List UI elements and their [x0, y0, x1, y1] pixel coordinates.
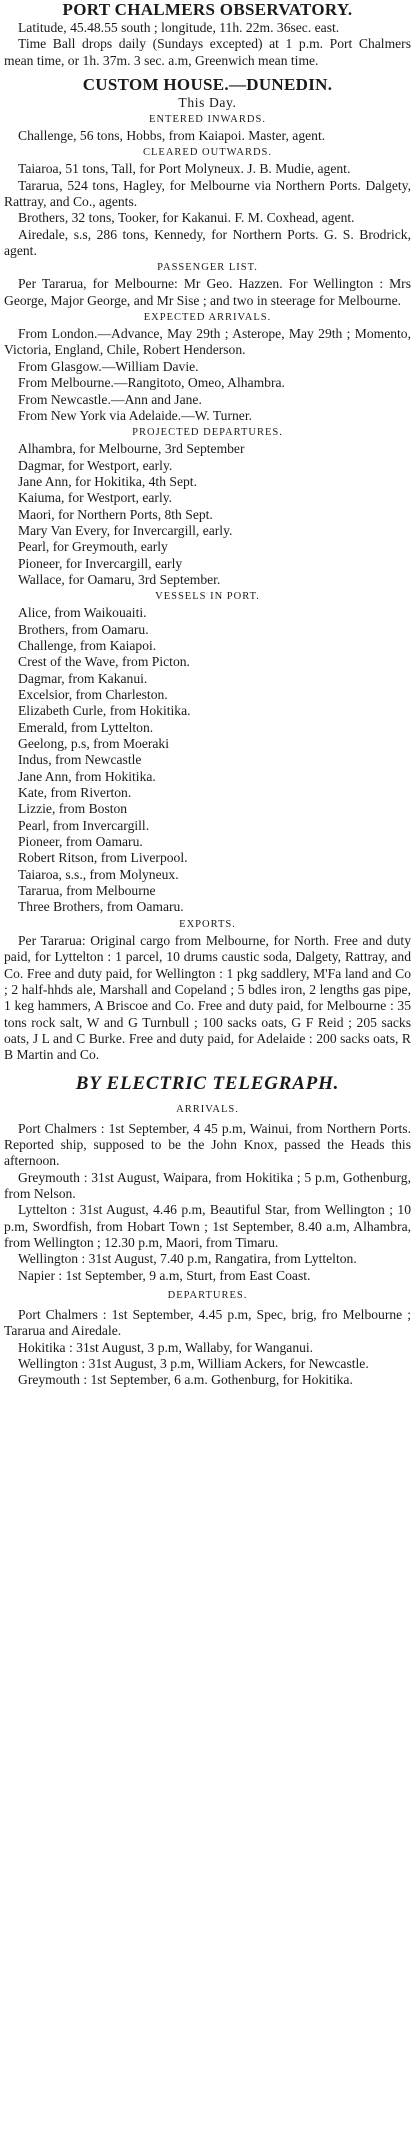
- list-item: Indus, from Newcastle: [18, 752, 142, 768]
- observatory-paragraph: Time Ball drops daily (Sundays excepted) at 1 p.m. Port Chalmers mean time, or 1h. 37m. 3 sec. a.m, Greenwich mean time.: [4, 36, 411, 68]
- expected-arrivals-entry: From Newcastle.—Ann and Jane.: [18, 391, 202, 407]
- telegraph-arrival-entry: Lyttelton : 31st August, 4.46 p.m, Beautiful Star, from Wellington ; 10 p.m, Swordfish, from Hobart Town ; 1st September, 8.40 a.m, Alhambra, from Wellington ; 12.30 p.m, Maori, from Timaru.: [4, 1202, 411, 1250]
- telegraph-section: [4, 1072, 411, 1389]
- vessels-in-port-list: [4, 605, 411, 916]
- telegraph-arrival-entry: Wellington : 31st August, 7.40 p.m, Rangatira, from Lyttelton.: [18, 1251, 357, 1267]
- list-item: Pioneer, from Oamaru.: [18, 834, 143, 850]
- list-item: Jane Ann, from Hokitika.: [18, 768, 156, 784]
- custom-house-section: [4, 75, 411, 1064]
- expected-arrivals-entry: From Melbourne.—Rangitoto, Omeo, Alhambra.: [18, 375, 285, 391]
- entered-inwards-entry: Challenge, 56 tons, Hobbs, from Kaiapoi. Master, agent.: [18, 128, 326, 144]
- list-item: Three Brothers, from Oamaru.: [18, 899, 184, 915]
- expected-arrivals-entry: From New York via Adelaide.—W. Turner.: [18, 407, 252, 423]
- list-item: Robert Ritson, from Liverpool.: [18, 850, 188, 866]
- telegraph-departure-entry: Wellington : 31st August, 3 p.m, William Ackers, for Newcastle.: [18, 1356, 369, 1372]
- telegraph-arrival-entry: Greymouth : 31st August, Waipara, from Hokitika ; 5 p.m, Gothenburg, from Nelson.: [4, 1169, 411, 1201]
- list-item: Alhambra, for Melbourne, 3rd September: [18, 441, 245, 457]
- expected-arrivals-heading: EXPECTED ARRIVALS.: [143, 312, 272, 324]
- projected-departures-list: [4, 441, 411, 588]
- projected-departures-heading: PROJECTED DEPARTURES.: [132, 427, 283, 439]
- telegraph-departures-heading: DEPARTURES.: [167, 1290, 248, 1301]
- telegraph-departure-entry: Hokitika : 31st August, 3 p.m, Wallaby, for Wanganui.: [18, 1339, 314, 1355]
- observatory-title: PORT CHALMERS OBSERVATORY.: [62, 0, 353, 19]
- custom-house-title: CUSTOM HOUSE.—DUNEDIN.: [82, 75, 333, 95]
- list-item: Jane Ann, for Hokitika, 4th Sept.: [18, 473, 197, 489]
- list-item: Pioneer, for Invercargill, early: [18, 555, 183, 571]
- telegraph-departure-entry: Port Chalmers : 1st September, 4.45 p.m, Spec, brig, fro Melbourne ; Tararua and Airedale.: [4, 1307, 411, 1339]
- list-item: Dagmar, from Kakanui.: [18, 670, 148, 686]
- expected-arrivals-entry: From Glasgow.—William Davie.: [18, 358, 199, 374]
- custom-house-subtitle: This Day.: [178, 95, 237, 111]
- telegraph-departure-entry: Greymouth : 1st September, 6 a.m. Gothenburg, for Hokitika.: [18, 1372, 353, 1388]
- passenger-list-heading: PASSENGER LIST.: [157, 262, 258, 274]
- expected-arrivals-entry: From London.—Advance, May 29th ; Asterope, May 29th ; Momento, Victoria, England, Chile, Robert Henderson.: [4, 326, 411, 358]
- exports-entry: Per Tararua: Original cargo from Melbourne, for North. Free and duty paid, for Lyttelton : 1 parcel, 10 drums caustic soda, Dalgety, Rattray, and Co. Free and duty paid, for Wellington : 1 pkg saddlery, M'Fa land and Co ; 2 half-hhds ale, Marshall and Copeland ; 5 bdles iron, 2 lengths gas pipe, 1 keg hammers, A Briscoe and Co. Free and duty paid, for Melbourne : 35 tons rock salt, W and G Turnbull ; 100 sacks oats, G F Reid ; 205 sacks oats, J L and C Burke. Free and duty paid, for Adelaide : 200 sacks oats, R B Martin and Co.: [4, 932, 411, 1063]
- list-item: Mary Van Every, for Invercargill, early.: [18, 522, 233, 538]
- list-item: Dagmar, for Westport, early.: [18, 457, 173, 473]
- list-item: Pearl, from Invercargill.: [18, 817, 150, 833]
- list-item: Wallace, for Oamaru, 3rd September.: [18, 571, 221, 587]
- list-item: Challenge, from Kaiapoi.: [18, 637, 157, 653]
- passenger-list-entry: Per Tararua, for Melbourne: Mr Geo. Hazzen. For Wellington : Mrs George, Major George, and Mr Sise ; and two in steerage for Melbourne.: [4, 276, 411, 308]
- entered-inwards-heading: ENTERED INWARDS.: [149, 114, 266, 126]
- list-item: Tararua, from Melbourne: [18, 883, 156, 899]
- list-item: Emerald, from Lyttelton.: [18, 719, 154, 735]
- observatory-section: [4, 0, 411, 69]
- telegraph-arrival-entry: Napier : 1st September, 9 a.m, Sturt, from East Coast.: [18, 1267, 311, 1283]
- exports-heading: EXPORTS.: [179, 918, 236, 930]
- cleared-outwards-heading: CLEARED OUTWARDS.: [143, 147, 272, 159]
- list-item: Lizzie, from Boston: [18, 801, 128, 817]
- observatory-paragraph: Latitude, 45.48.55 south ; longitude, 11h. 22m. 36sec. east.: [18, 20, 340, 35]
- list-item: Kaiuma, for Westport, early.: [18, 490, 173, 506]
- list-item: Brothers, from Oamaru.: [18, 621, 149, 637]
- list-item: Pearl, for Greymouth, early: [18, 539, 168, 555]
- list-item: Geelong, p.s, from Moeraki: [18, 736, 170, 752]
- list-item: Excelsior, from Charleston.: [18, 687, 168, 702]
- cleared-outwards-entry: Brothers, 32 tons, Tooker, for Kakanui. F. M. Coxhead, agent.: [18, 210, 355, 226]
- vessels-in-port-heading: VESSELS IN PORT.: [155, 591, 260, 603]
- list-item: Alice, from Waikouaiti.: [18, 605, 147, 621]
- cleared-outwards-entry: Airedale, s.s, 286 tons, Kennedy, for Northern Ports. G. S. Brodrick, agent.: [4, 226, 411, 259]
- list-item: Kate, from Riverton.: [18, 785, 132, 801]
- list-item: Crest of the Wave, from Picton.: [18, 654, 190, 670]
- cleared-outwards-entry: Taiaroa, 51 tons, Tall, for Port Molyneux. J. B. Mudie, agent.: [18, 161, 351, 177]
- list-item: Elizabeth Curle, from Hokitika.: [18, 703, 191, 719]
- telegraph-title: BY ELECTRIC TELEGRAPH.: [75, 1072, 340, 1094]
- list-item: Taiaroa, s.s., from Molyneux.: [18, 866, 179, 882]
- telegraph-arrival-entry: Port Chalmers : 1st September, 4 45 p.m, Wainui, from Northern Ports. Reported ship, supposed to be the John Knox, passed the Heads this afternoon.: [4, 1120, 411, 1169]
- telegraph-arrivals-heading: ARRIVALS.: [176, 1103, 239, 1115]
- cleared-outwards-entry: Tararua, 524 tons, Hagley, for Melbourne via Northern Ports. Dalgety, Rattray, and Co., agents.: [4, 177, 411, 210]
- list-item: Maori, for Northern Ports, 8th Sept.: [18, 506, 213, 522]
